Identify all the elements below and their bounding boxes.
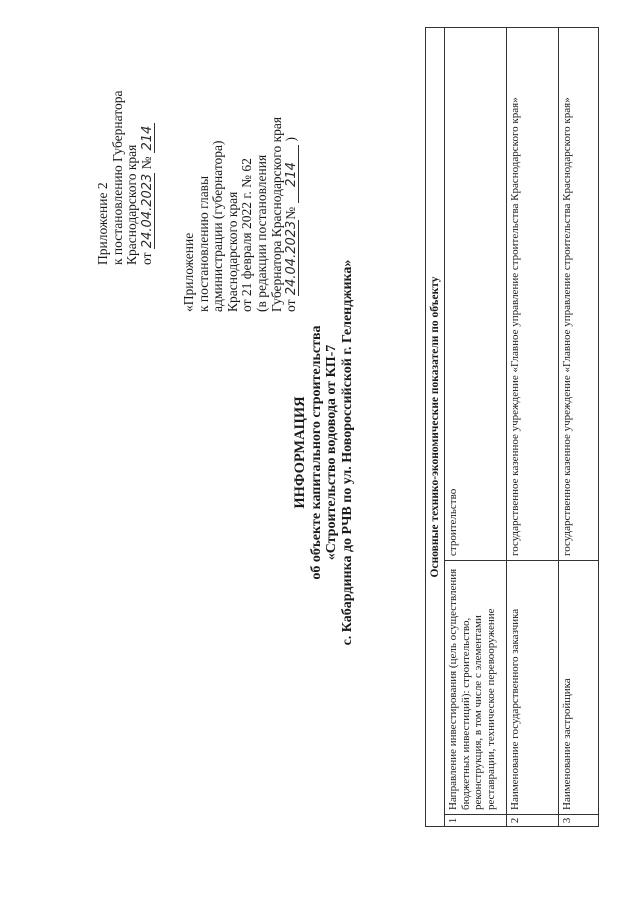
previous-appendix-block <box>182 117 299 312</box>
table-row <box>559 28 599 827</box>
prev-appendix-line-7: Губернатора Краснодарского края <box>268 116 284 312</box>
row-value: государственное казенное учреждение «Главное управление строительства Краснодарского края» <box>507 28 559 561</box>
appendix-date-line <box>140 91 155 265</box>
row-number: 2 <box>507 815 559 827</box>
table-header-row <box>426 28 445 827</box>
prev-appendix-line-4: Краснодарского края <box>224 191 240 312</box>
row-label: Наименование застройщика <box>559 561 599 815</box>
appendix-number-sign: № <box>138 156 154 170</box>
appendix-handwritten-date: 24.04.2023 <box>139 173 155 249</box>
prev-appendix-handwritten-number: 214 <box>285 145 299 203</box>
prev-appendix-handwritten-date: 24.04.2023 <box>284 220 300 296</box>
prev-appendix-closing: ) <box>283 136 299 142</box>
prev-appendix-line-6: (в редакции постановления <box>253 154 269 312</box>
appendix-handwritten-number: 214 <box>141 123 155 153</box>
row-number: 3 <box>559 815 599 827</box>
appendix-line-3: Краснодарского края <box>124 144 140 265</box>
prev-appendix-line-2: к постановлению главы <box>195 175 211 312</box>
prev-appendix-line-5: от 21 февраля 2022 г. № 62 <box>239 158 255 312</box>
row-value: строительство <box>445 28 507 561</box>
table-row <box>507 28 559 827</box>
document-title <box>293 0 355 905</box>
table-header: Основные технико-экономические показатели по объекту <box>426 28 445 827</box>
indicators-table <box>425 27 599 827</box>
prev-appendix-line-3: администрации (губернатора) <box>210 140 226 312</box>
title-main: ИНФОРМАЦИЯ <box>292 396 308 509</box>
row-label: Наименование государственного заказчика <box>507 561 559 815</box>
title-line-4: с. Кабардинка до РЧВ по ул. Новороссийской г. Геленджика» <box>339 259 355 646</box>
table-row <box>445 28 507 827</box>
appendix-from-label: от <box>138 252 154 265</box>
row-label: Направление инвестирования (цель осуществления бюджетных инвестиций): строительство, реконструкция, в том числе с элементами реставрации, техническое перевооружение <box>445 561 507 815</box>
prev-appendix-from-label: от <box>283 299 299 312</box>
row-value: государственное казенное учреждение «Главное управление строительства Краснодарского края» <box>559 28 599 561</box>
title-line-3: «Строительство водовода от КП-7 <box>324 344 339 561</box>
prev-appendix-number-sign: № <box>283 206 299 220</box>
appendix-block <box>96 91 155 265</box>
appendix-line-1: Приложение 2 <box>95 182 110 265</box>
row-number: 1 <box>445 815 507 827</box>
appendix-line-2: к постановлению Губернатора <box>109 90 125 265</box>
prev-appendix-line-1: «Приложение <box>181 232 196 312</box>
title-line-2: об объекте капитального строительства <box>308 325 324 580</box>
